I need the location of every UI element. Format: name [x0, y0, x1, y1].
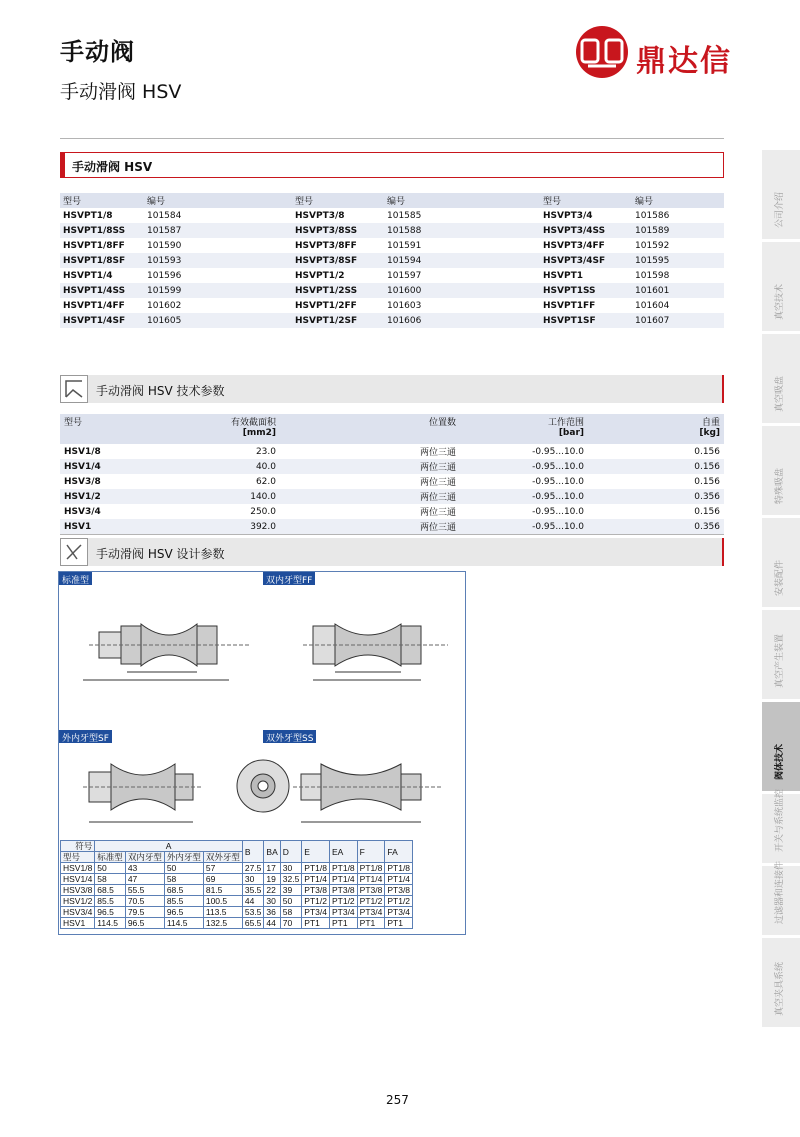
table-cell: 250.0 — [250, 506, 276, 517]
table-row — [60, 474, 724, 489]
table-cell: HSV3/8 — [64, 476, 101, 487]
col-header — [60, 414, 170, 444]
table-cell: 27.5 — [242, 863, 264, 874]
table-cell: 101594 — [384, 253, 540, 268]
table-row — [61, 863, 413, 874]
table-cell: 40.0 — [170, 459, 280, 474]
table-row — [60, 489, 724, 504]
col-header: EA — [329, 841, 357, 863]
label-standard: 标准型 — [59, 572, 92, 585]
table-cell: PT1/2 — [385, 896, 413, 907]
label-sf: 外内牙型SF — [59, 730, 112, 743]
table-cell: PT3/4 — [329, 907, 357, 918]
table-cell: 35.5 — [242, 885, 264, 896]
table-cell: 0.156 — [694, 476, 720, 487]
col-header: 型号 — [60, 193, 144, 208]
table-cell: 101586 — [635, 210, 670, 221]
table-cell: 43 — [125, 863, 164, 874]
col-header: E — [302, 841, 330, 863]
table-cell: 85.5 — [164, 896, 203, 907]
table-cell: 62.0 — [255, 476, 276, 487]
table-cell: HSV1/2 — [61, 896, 95, 907]
table-cell: HSVPT3/4SF — [540, 253, 632, 268]
table-cell: HSV3/8 — [61, 885, 95, 896]
caliper-icon — [60, 538, 88, 566]
side-tab[interactable] — [762, 518, 800, 608]
table-cell: 两位三通 — [419, 508, 456, 518]
side-tab[interactable] — [762, 150, 800, 240]
table-cell: HSVPT3/4SS — [540, 223, 632, 238]
divider — [60, 138, 724, 139]
table-cell: PT1 — [385, 918, 413, 929]
table-cell: 47 — [125, 874, 164, 885]
table-cell: PT3/8 — [329, 885, 357, 896]
side-tab[interactable] — [762, 242, 800, 332]
col-header: 标准型 — [95, 852, 126, 863]
table-cell: PT1/4 — [357, 874, 385, 885]
table-cell: 101596 — [147, 270, 182, 281]
section-title-tech: 手动滑阀 HSV 技术参数 — [96, 384, 225, 398]
col-header: 编号 — [384, 193, 540, 208]
table-cell: 0.156 — [694, 506, 720, 517]
table-header-row — [60, 414, 724, 444]
table-cell: HSVPT1FF — [543, 300, 596, 311]
table-cell: 39 — [280, 885, 302, 896]
col-header — [588, 414, 724, 444]
table-cell: 132.5 — [203, 918, 242, 929]
table-cell: 101590 — [147, 240, 182, 251]
tech-params-table — [60, 414, 724, 534]
table-cell: PT1/4 — [302, 874, 330, 885]
table-cell: -0.95...10.0 — [532, 506, 584, 517]
table-cell: 100.5 — [203, 896, 242, 907]
side-tab-label: 公司介绍 — [775, 191, 785, 228]
table-cell: HSVPT1/2FF — [295, 300, 357, 311]
table-cell: 101597 — [387, 270, 422, 281]
label-ss: 双外牙型SS — [263, 730, 316, 743]
table-cell: PT3/8 — [357, 885, 385, 896]
table-cell: HSVPT3/8 — [295, 210, 345, 221]
table-cell: 30 — [264, 896, 280, 907]
table-cell: HSVPT1/4FF — [63, 300, 125, 311]
table-cell: PT3/4 — [385, 907, 413, 918]
table-cell: 65.5 — [242, 918, 264, 929]
table-cell: 101600 — [384, 283, 540, 298]
table-cell: 17 — [264, 863, 280, 874]
table-row — [61, 885, 413, 896]
table-cell: 53.5 — [242, 907, 264, 918]
side-tab-label: 安装配件 — [775, 559, 785, 596]
table-cell: 58 — [280, 907, 302, 918]
side-tab-label: 真空产生装置 — [775, 633, 785, 688]
table-cell: HSV1 — [60, 519, 170, 534]
table-cell: 140.0 — [170, 489, 280, 504]
table-cell: 69 — [203, 874, 242, 885]
table-cell: HSV1/8 — [64, 446, 101, 457]
side-tab-label: 特殊吸盘 — [775, 467, 785, 504]
table-cell: 101587 — [144, 223, 292, 238]
table-cell: HSVPT1/8SF — [60, 253, 144, 268]
table-cell: PT1/2 — [329, 896, 357, 907]
table-row — [60, 459, 724, 474]
table-cell: HSV1 — [61, 918, 95, 929]
side-tab-label: 真空夹具系统 — [775, 961, 785, 1016]
table-cell: PT1/4 — [329, 874, 357, 885]
valve-drawing-ss — [273, 746, 463, 838]
table-cell: 101607 — [632, 313, 724, 328]
table-cell: 0.156 — [588, 459, 724, 474]
col-header-label: 自重 — [701, 418, 720, 428]
chart-icon — [60, 375, 88, 403]
symbol-header: 符号 — [61, 841, 95, 852]
table-cell: PT1/4 — [385, 874, 413, 885]
table-cell: HSVPT3/8FF — [295, 240, 357, 251]
table-cell: HSVPT3/8SF — [292, 253, 384, 268]
table-cell: 96.5 — [95, 907, 126, 918]
table-cell: 101606 — [384, 313, 540, 328]
table-row — [60, 253, 724, 268]
table-cell: 114.5 — [95, 918, 126, 929]
side-tab[interactable] — [762, 610, 800, 700]
table-row — [61, 874, 413, 885]
dimensions-table — [60, 840, 413, 929]
table-cell: 101601 — [632, 283, 724, 298]
table-cell: HSVPT1/4SS — [60, 283, 144, 298]
table-cell: 392.0 — [170, 519, 280, 534]
col-header — [460, 414, 588, 444]
table-cell: 23.0 — [255, 446, 276, 457]
table-cell: 58 — [164, 874, 203, 885]
table-cell: HSV3/4 — [64, 506, 101, 517]
col-header: 型号 — [61, 852, 95, 863]
table-cell: -0.95...10.0 — [460, 459, 588, 474]
table-cell: 22 — [264, 885, 280, 896]
table-cell: 101592 — [635, 240, 670, 251]
table-cell: HSVPT1/8 — [63, 210, 113, 221]
a-header: A — [95, 841, 243, 852]
col-header-unit: [bar] — [558, 428, 584, 438]
col-header: F — [357, 841, 385, 863]
logo-text: 鼎达信 — [636, 44, 732, 79]
col-header-label: 有效截面积 — [230, 418, 276, 428]
section-header-design — [60, 538, 724, 566]
col-header: 型号 — [292, 193, 384, 208]
table-cell: 0.356 — [588, 489, 724, 504]
col-header-unit: [mm2] — [242, 428, 276, 438]
table-cell: 两位三通 — [280, 489, 460, 504]
table-cell: 114.5 — [164, 918, 203, 929]
table-cell: PT1/8 — [357, 863, 385, 874]
table-cell: 70.5 — [125, 896, 164, 907]
col-header: 双内牙型 — [125, 852, 164, 863]
table-cell: 36 — [264, 907, 280, 918]
table-cell: 81.5 — [203, 885, 242, 896]
table-cell: PT3/8 — [302, 885, 330, 896]
col-header: 编号 — [632, 193, 724, 208]
table-row — [60, 444, 724, 459]
design-drawings — [58, 571, 466, 935]
side-tab[interactable] — [762, 702, 800, 792]
table-cell: 两位三通 — [280, 459, 460, 474]
side-tab-label: 真空技术 — [775, 283, 785, 320]
page-subtitle: 手动滑阀 HSV — [60, 81, 182, 103]
col-header-label: 位置数 — [428, 418, 456, 428]
table-cell: PT1/8 — [302, 863, 330, 874]
table-cell: 101603 — [387, 300, 422, 311]
divider — [60, 534, 724, 535]
valve-drawing-sf — [63, 746, 293, 838]
section-title-design: 手动滑阀 HSV 设计参数 — [96, 547, 225, 561]
label-ff: 双内牙型FF — [263, 572, 315, 585]
table-row — [61, 896, 413, 907]
table-cell: 101589 — [632, 223, 724, 238]
table-cell: 85.5 — [95, 896, 126, 907]
side-tab[interactable] — [762, 426, 800, 516]
table-cell: HSV3/4 — [61, 907, 95, 918]
side-tab-label: 开关与系统监控 — [775, 788, 785, 852]
side-tab[interactable] — [762, 788, 800, 864]
col-header — [170, 414, 280, 444]
table-cell: PT1 — [302, 918, 330, 929]
section-header-tech — [60, 375, 724, 403]
table-cell: PT1 — [329, 918, 357, 929]
table-cell: 44 — [264, 918, 280, 929]
table-cell: 68.5 — [95, 885, 126, 896]
table-cell: HSVPT1/2SS — [292, 283, 384, 298]
table-cell: HSVPT1SF — [540, 313, 632, 328]
col-header-label: 型号 — [64, 418, 83, 428]
table-cell: 96.5 — [164, 907, 203, 918]
valve-drawing-ff — [273, 596, 463, 702]
side-tab[interactable] — [762, 938, 800, 1028]
valve-drawing-standard — [69, 596, 259, 702]
side-tab[interactable] — [762, 334, 800, 424]
table-cell: HSVPT1/8FF — [63, 240, 125, 251]
col-header: 编号 — [144, 193, 292, 208]
table-cell: HSVPT1 — [543, 270, 583, 281]
table-row — [61, 918, 413, 929]
table-cell: HSV1/4 — [61, 874, 95, 885]
table-row — [60, 223, 724, 238]
section-title-models: 手动滑阀 HSV — [60, 152, 724, 178]
col-header: FA — [385, 841, 413, 863]
page-title: 手动阀 — [60, 38, 135, 66]
table-cell: PT3/4 — [357, 907, 385, 918]
table-cell: 30 — [280, 863, 302, 874]
col-header: BA — [264, 841, 280, 863]
table-cell: 0.156 — [694, 446, 720, 457]
table-cell: 两位三通 — [419, 448, 456, 458]
table-cell: 57 — [203, 863, 242, 874]
col-header: 型号 — [540, 193, 632, 208]
table-cell: PT3/8 — [385, 885, 413, 896]
table-cell: -0.95...10.0 — [460, 519, 588, 534]
table-cell: 50 — [164, 863, 203, 874]
table-cell: HSVPT1SS — [540, 283, 632, 298]
table-header-row — [60, 193, 724, 208]
table-cell: HSVPT1/2 — [295, 270, 345, 281]
table-cell: 58 — [95, 874, 126, 885]
table-cell: 两位三通 — [280, 519, 460, 534]
table-cell: PT1/2 — [357, 896, 385, 907]
table-row — [60, 208, 724, 223]
table-cell: 70 — [280, 918, 302, 929]
table-cell: HSVPT1/2SF — [292, 313, 384, 328]
table-cell: 19 — [264, 874, 280, 885]
col-header-unit: [kg] — [699, 428, 720, 438]
side-tab-label: 阀体技术 — [775, 743, 785, 780]
table-cell: HSV1/4 — [60, 459, 170, 474]
table-cell: 101584 — [147, 210, 182, 221]
table-cell: 101595 — [632, 253, 724, 268]
side-tab-label: 过滤器和连接件 — [775, 860, 785, 924]
table-cell: 101591 — [387, 240, 422, 251]
table-cell: 101602 — [147, 300, 182, 311]
table-row — [61, 907, 413, 918]
table-cell: 68.5 — [164, 885, 203, 896]
table-cell: HSVPT1/4SF — [60, 313, 144, 328]
table-cell: HSVPT3/8SS — [292, 223, 384, 238]
table-cell: 101604 — [635, 300, 670, 311]
table-cell: 101585 — [387, 210, 422, 221]
col-header-label: 工作范围 — [547, 418, 584, 428]
table-cell: HSV1/8 — [61, 863, 95, 874]
table-cell: HSV1/2 — [60, 489, 170, 504]
table-cell: 0.356 — [588, 519, 724, 534]
table-cell: PT1/2 — [302, 896, 330, 907]
table-cell: 101593 — [144, 253, 292, 268]
table-cell: 两位三通 — [419, 478, 456, 488]
page-number: 257 — [386, 1093, 409, 1107]
table-cell: 101605 — [144, 313, 292, 328]
table-row — [60, 238, 724, 253]
table-row — [60, 313, 724, 328]
table-cell: 44 — [242, 896, 264, 907]
col-header: 外内牙型 — [164, 852, 203, 863]
table-cell: -0.95...10.0 — [532, 476, 584, 487]
side-tab-label: 真空吸盘 — [775, 375, 785, 412]
side-tab[interactable] — [762, 860, 800, 936]
table-cell: PT1 — [357, 918, 385, 929]
models-table — [60, 193, 724, 328]
col-header — [280, 414, 460, 444]
table-cell: 30 — [242, 874, 264, 885]
table-row — [60, 283, 724, 298]
col-header: B — [242, 841, 264, 863]
table-cell: 96.5 — [125, 918, 164, 929]
table-cell: 101599 — [144, 283, 292, 298]
table-cell: -0.95...10.0 — [460, 489, 588, 504]
table-cell: PT3/4 — [302, 907, 330, 918]
table-cell: 101588 — [384, 223, 540, 238]
table-cell: -0.95...10.0 — [532, 446, 584, 457]
table-cell: HSVPT1/4 — [63, 270, 113, 281]
table-cell: PT1/8 — [329, 863, 357, 874]
table-cell: HSVPT3/4 — [543, 210, 593, 221]
table-cell: PT1/8 — [385, 863, 413, 874]
col-header: 双外牙型 — [203, 852, 242, 863]
table-cell: 32.5 — [280, 874, 302, 885]
table-cell: 113.5 — [203, 907, 242, 918]
col-header: D — [280, 841, 302, 863]
table-cell: 101598 — [635, 270, 670, 281]
table-cell: 50 — [95, 863, 126, 874]
table-row — [60, 298, 724, 313]
table-row — [60, 504, 724, 519]
table-cell: HSVPT3/4FF — [543, 240, 605, 251]
table-row — [60, 519, 724, 534]
table-cell: 50 — [280, 896, 302, 907]
table-cell: 79.5 — [125, 907, 164, 918]
table-cell: 55.5 — [125, 885, 164, 896]
table-row — [60, 268, 724, 283]
table-cell: HSVPT1/8SS — [60, 223, 144, 238]
